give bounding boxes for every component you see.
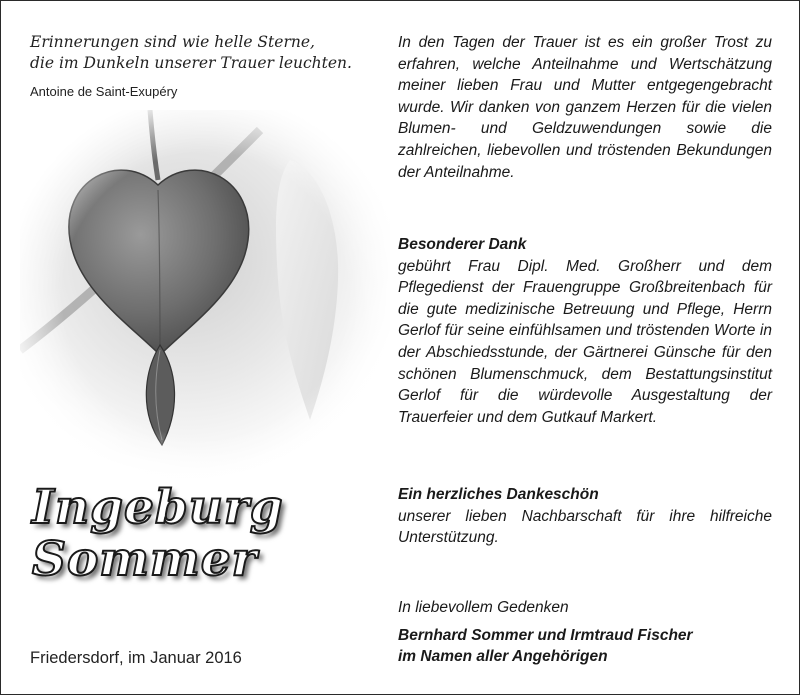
signers: Bernhard Sommer und Irmtraud Fischer [398, 626, 693, 644]
deceased-first-name: Ingeburg [32, 480, 284, 535]
neighbors-thanks-section [398, 484, 772, 549]
neighbors-thanks-heading: Ein herzliches Dankeschön [398, 486, 599, 503]
signers-line-2: im Namen aller Angehörigen [398, 648, 608, 666]
quote-line-1: Erinnerungen sind wie helle Sterne, [30, 33, 315, 51]
quote-line-2: die im Dunkeln unserer Trauer leuchten. [30, 54, 352, 72]
intro-paragraph: In den Tagen der Trauer ist es ein großer Trost zu erfahren, welche Anteilnahme und Wertschätzung meiner lieben Frau und Mutter entgegengebracht wurde. Wir danken von ganzem Herzen für die vielen Blumen- und Geldzuwendungen sowie die zahlreichen, liebevollen und tröstenden Bekundungen der Anteilnahme. [398, 34, 772, 181]
closing-phrase: In liebevollem Gedenken [398, 599, 569, 616]
deceased-name [32, 482, 372, 586]
special-thanks-paragraph: gebührt Frau Dipl. Med. Großherr und dem Pflegedienst der Frauengruppe Großbreitenbach für die gute medizinische Betreuung und Pflege, Herrn Gerlof für seine einfühlsamen und tröstenden Worte in der Abschiedsstunde, der Gärtnerei Günsche für den schönen Blumenschmuck, dem Bestattungsinstitut Gerlof für die würdevolle Ausgestaltung der Trauerfeier und dem Gutkauf Markert. [398, 257, 772, 426]
bleeding-heart-flower-image [20, 110, 390, 480]
deceased-last-name: Sommer [32, 532, 258, 587]
closing-section [398, 597, 772, 668]
special-thanks-section [398, 234, 772, 428]
thanks-text-column [398, 32, 772, 666]
special-thanks-heading: Besonderer Dank [398, 236, 527, 253]
neighbors-thanks-paragraph: unserer lieben Nachbarschaft für ihre hilfreiche Unterstützung. [398, 507, 772, 547]
quote-author: Antoine de Saint-Exupéry [30, 84, 178, 99]
place-date: Friedersdorf, im Januar 2016 [30, 649, 242, 667]
quote [30, 32, 390, 74]
